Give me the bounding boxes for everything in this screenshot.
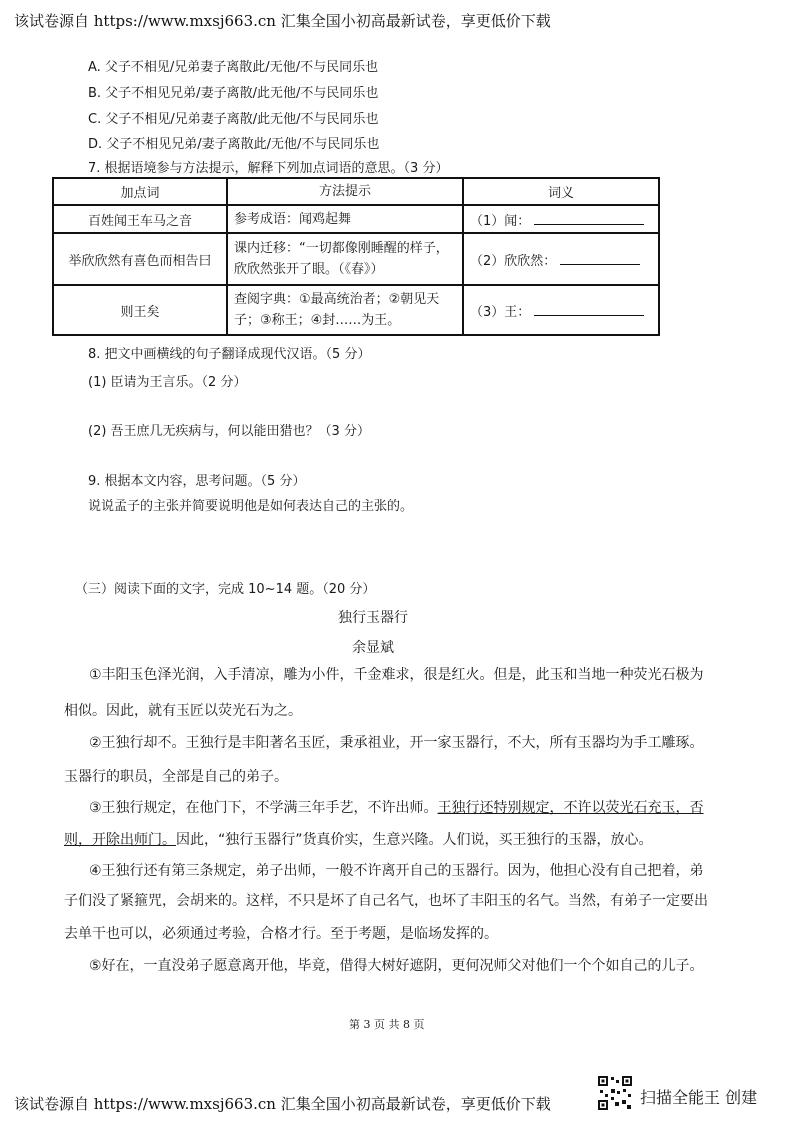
q7-prompt: 7. 根据语境参与方法提示，解释下列加点词语的意思。（3 分）	[88, 161, 449, 176]
table-header-row	[53, 178, 659, 205]
table-cell-word: 举欣欣然有喜色而相告曰	[53, 233, 227, 285]
q8-sub1: (1) 臣请为王言乐。（2 分）	[88, 375, 247, 390]
table-header-word: 加点词	[53, 178, 227, 205]
section3-prompt: （三）阅读下面的文字，完成 10~14 题。（20 分）	[75, 582, 376, 597]
paragraph-3-text: ③王独行规定，在他门下，不学满三年手艺，不许出师。	[89, 800, 438, 816]
q8-prompt: 8. 把文中画横线的句子翻译成现代汉语。（5 分）	[88, 347, 371, 362]
option-d: D. 父子不相见兄弟/妻子离散此/无他/不与民同乐也	[88, 137, 380, 152]
paragraph-4-line-2: 子们没了紧箍咒，会胡来的。这样，不只是坏了自己名气，也坏了丰阳玉的名气。当然，有弟子一定要出	[64, 893, 708, 909]
header-watermark: 该试卷源自 https://www.mxsj663.cn 汇集全国小初高最新试卷，享更低价下载	[14, 12, 551, 30]
footer-watermark: 该试卷源自 https://www.mxsj663.cn 汇集全国小初高最新试卷，享更低价下载	[14, 1095, 551, 1113]
table-cell-word: 百姓闻王车马之音	[53, 205, 227, 233]
qr-code-icon	[597, 1075, 633, 1111]
option-b: B. 父子不相见兄弟/妻子离散/此无他/不与民同乐也	[88, 86, 379, 101]
answer-blank	[534, 212, 644, 225]
paragraph-4-line-1: ④王独行还有第三条规定，弟子出师，一般不许离开自己的玉器行。因为，他担心没有自己把着，弟	[89, 863, 704, 879]
paragraph-2-line-2: 玉器行的职员，全部是自己的弟子。	[64, 769, 288, 785]
paragraph-2-line-1: ②王独行却不。王独行是丰阳著名玉匠，秉承祖业，开一家玉器行，不大，所有玉器均为手工雕琢。	[89, 735, 704, 751]
table-row	[53, 285, 659, 335]
underlined-sentence: 王独行还特别规定，不许以荧光石充玉，否	[437, 800, 704, 816]
scanner-credit: 扫描全能王 创建	[640, 1088, 758, 1107]
table-cell-meaning	[463, 205, 659, 233]
answer-blank	[534, 303, 644, 316]
vocab-table	[52, 177, 660, 336]
table-row	[53, 233, 659, 285]
paragraph-1-line-1: ①丰阳玉色泽光润，入手清凉，雕为小件，千金难求，很是红火。但是，此玉和当地一种荧光石极为	[89, 667, 704, 683]
paragraph-3-line-2	[64, 829, 653, 849]
paragraph-3-text: 因此，“独行玉器行”货真价实，生意兴隆。人们说，买王独行的玉器，放心。	[176, 832, 653, 848]
table-cell-word: 则王矣	[53, 285, 227, 335]
q8-sub2: (2) 吾王庶几无疾病与，何以能田猎也？（3 分）	[88, 424, 370, 439]
table-cell-hint: 参考成语：闻鸡起舞	[227, 205, 463, 233]
meaning-label: （1）闻：	[470, 213, 531, 229]
answer-blank	[560, 252, 640, 265]
table-cell-meaning	[463, 233, 659, 285]
paragraph-1-line-2: 相似。因此，就有玉匠以荧光石为之。	[64, 703, 302, 719]
paragraph-5-line-1: ⑤好在，一直没弟子愿意离开他，毕竟，借得大树好遮阴，更何况师父对他们一个个如自己的儿子。	[89, 958, 704, 974]
table-cell-hint: 课内迁移：“一切都像刚睡醒的样子，欣欣然张开了眼。（《春》）	[227, 233, 463, 285]
option-c: C. 父子不相见/兄弟妻子离散/此无他/不与民同乐也	[88, 112, 379, 127]
meaning-label: （2）欣欣然：	[470, 253, 557, 269]
page-number: 第 3 页 共 8 页	[349, 1018, 425, 1031]
option-a: A. 父子不相见/兄弟妻子离散此/无他/不与民同乐也	[88, 60, 379, 75]
table-header-meaning: 词义	[463, 178, 659, 205]
table-cell-meaning	[463, 285, 659, 335]
table-cell-hint: 查阅字典：①最高统治者；②朝见天子；③称王；④封……为王。	[227, 285, 463, 335]
table-row	[53, 205, 659, 233]
q9-prompt: 9. 根据本文内容，思考问题。（5 分）	[88, 474, 306, 489]
passage-author: 余显斌	[352, 640, 394, 656]
passage-title: 独行玉器行	[338, 610, 408, 626]
q9-text: 说说孟子的主张并简要说明他是如何表达自己的主张的。	[88, 499, 414, 514]
paragraph-3-line-1	[89, 797, 704, 817]
table-header-hint: 方法提示	[227, 178, 463, 205]
underlined-sentence: 则，开除出师门。	[64, 832, 176, 848]
paragraph-4-line-3: 去单干也可以，必须通过考验，合格才行。至于考题，是临场发挥的。	[64, 926, 498, 942]
meaning-label: （3）王：	[470, 304, 531, 320]
